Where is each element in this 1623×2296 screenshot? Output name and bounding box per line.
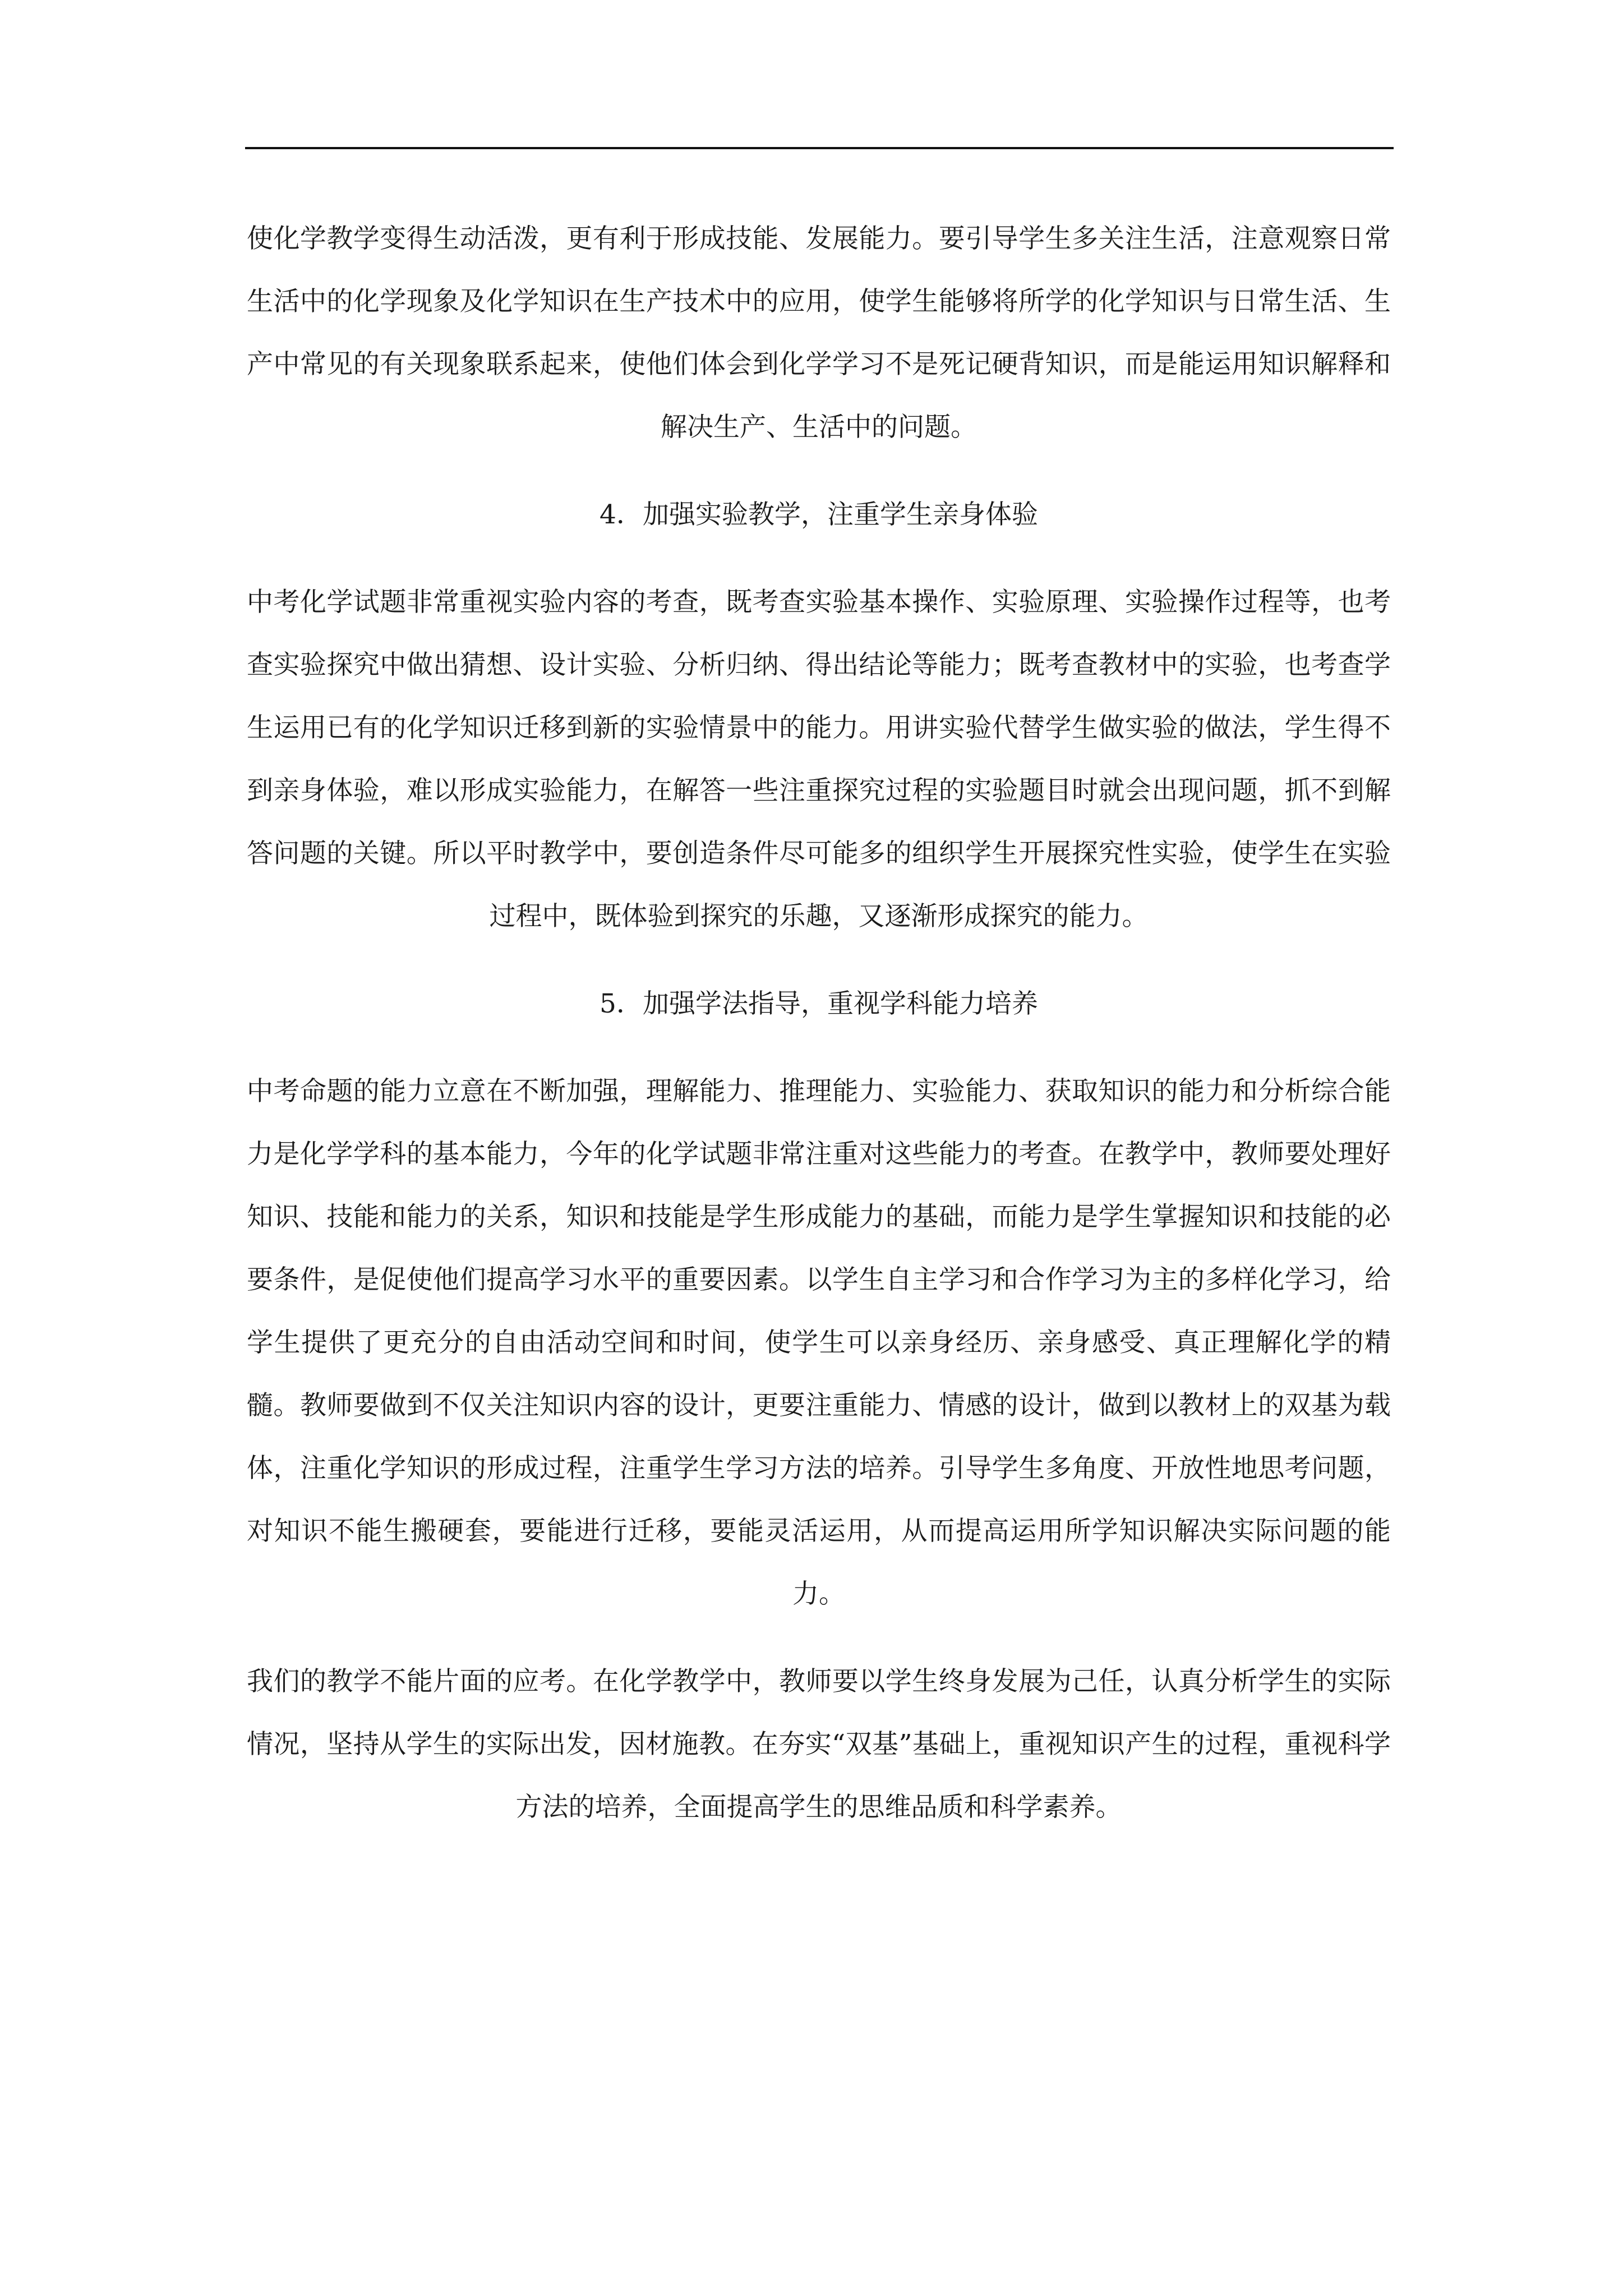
paragraph-application-to-life: 使化学教学变得生动活泼，更有利于形成技能、发展能力。要引导学生多关注生活，注意观察日常生活中的化学现象及化学知识在生产技术中的应用，使学生能够将所学的化学知识与日常生活、生产中常见的有关现象联系起来，使他们体会到化学学习不是死记硬背知识，而是能运用知识解释和解决生产、生活中的问题。 — [247, 223, 1391, 443]
paragraph-experiment-teaching: 中考化学试题非常重视实验内容的考查，既考查实验基本操作、实验原理、实验操作过程等，也考查实验探究中做出猜想、设计实验、分析归纳、得出结论等能力；既考查教材中的实验，也考查学生运用已有的化学知识迁移到新的实验情景中的能力。用讲实验代替学生做实验的做法，学生得不到亲身体验，难以形成实验能力，在解答一些注重探究过程的实验题目时就会出现问题，抓不到解答问题的关键。所以平时教学中，要创造条件尽可能多的组织学生开展探究性实验，使学生在实验过程中，既体验到探究的乐趣，又逐渐形成探究的能力。 — [247, 587, 1391, 932]
paragraph-learning-method: 中考命题的能力立意在不断加强，理解能力、推理能力、实验能力、获取知识的能力和分析综合能力是化学学科的基本能力，今年的化学试题非常注重对这些能力的考查。在教学中，教师要处理好知识、技能和能力的关系，知识和技能是学生形成能力的基础，而能力是学生掌握知识和技能的必要条件，是促使他们提高学习水平的重要因素。以学生自主学习和合作学习为主的多样化学习，给学生提供了更充分的自由活动空间和时间，使学生可以亲身经历、亲身感受、真正理解化学的精髓。教师要做到不仅关注知识内容的设计，更要注重能力、情感的设计，做到以教材上的双基为载体，注重化学知识的形成过程，注重学生学习方法的培养。引导学生多角度、开放性地思考问题，对知识不能生搬硬套，要能进行迁移，要能灵活运用，从而提高运用所学知识解决实际问题的能力。 — [247, 1076, 1391, 1609]
paragraph-conclusion: 我们的教学不能片面的应考。在化学教学中，教师要以学生终身发展为己任，认真分析学生的实际情况，坚持从学生的实际出发，因材施教。在夯实“双基”基础上，重视知识产生的过程，重视科学方法的培养，全面提高学生的思维品质和科学素养。 — [247, 1666, 1391, 1823]
header-rule — [245, 147, 1394, 149]
section-heading-4: 4．加强实验教学，注重学生亲身体验 — [600, 499, 1038, 530]
document-body — [247, 208, 1391, 1839]
section-heading-5: 5．加强学法指导，重视学科能力培养 — [600, 988, 1038, 1019]
